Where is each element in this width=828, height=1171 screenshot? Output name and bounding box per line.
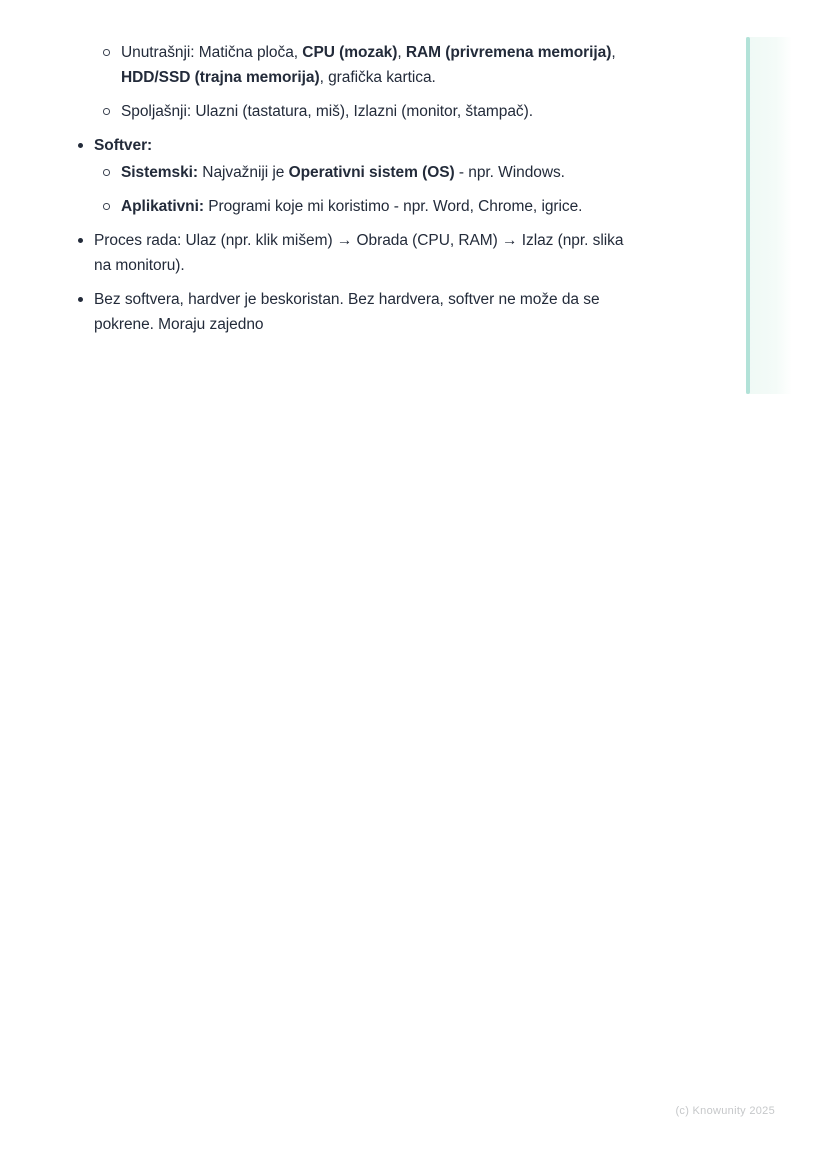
list-item-text — [121, 40, 634, 90]
list-item-text — [94, 287, 634, 337]
list-item — [78, 228, 634, 278]
bold-text-segment: Operativni sistem (OS) — [288, 164, 455, 181]
bold-text-segment: HDD/SSD (trajna memorija) — [121, 69, 320, 86]
text-segment: , grafička kartica. — [319, 69, 436, 86]
list-item — [78, 194, 634, 219]
list-item — [78, 99, 634, 124]
text-segment: Unutrašnji: Matična ploča, — [121, 44, 303, 61]
text-segment: - npr. Windows. — [454, 164, 565, 181]
disc-bullet-icon — [78, 297, 83, 302]
text-segment: Programi koje mi koristimo - npr. Word, Chrome, igrice. — [203, 198, 583, 215]
circle-bullet-icon — [103, 169, 110, 176]
list-item — [78, 160, 634, 185]
bold-text-segment: Aplikativni: — [121, 198, 204, 215]
text-segment: Najvažniji je — [198, 164, 289, 181]
disc-bullet-icon — [78, 143, 83, 148]
circle-bullet-icon — [103, 49, 110, 56]
text-segment: , — [397, 44, 406, 61]
bold-text-segment: Softver: — [94, 137, 153, 154]
list-item-text — [121, 194, 634, 219]
list-item-text — [121, 160, 634, 185]
bold-text-segment: CPU (mozak) — [302, 44, 398, 61]
bold-text-segment: RAM (privremena memorija) — [405, 44, 612, 61]
text-segment: , — [611, 44, 616, 61]
list-item-text — [94, 228, 634, 278]
margin-highlight — [746, 37, 792, 394]
list-item — [78, 287, 634, 337]
list-item-text — [94, 133, 634, 158]
bold-text-segment: Sistemski: — [121, 164, 199, 181]
notes-list — [78, 40, 634, 346]
list-item — [78, 40, 634, 90]
text-segment: Bez softvera, hardver je beskoristan. Bez hardvera, softver ne može da se pokrene. Moraju zajedno — [94, 291, 600, 333]
text-segment: Proces rada: Ulaz (npr. klik mišem) → Obrada (CPU, RAM) → Izlaz (npr. slika na monitoru). — [94, 232, 624, 274]
disc-bullet-icon — [78, 238, 83, 243]
highlight-line-icon — [746, 37, 750, 394]
circle-bullet-icon — [103, 203, 110, 210]
list-item — [78, 133, 634, 158]
circle-bullet-icon — [103, 108, 110, 115]
copyright-footer: (c) Knowunity 2025 — [675, 1105, 775, 1117]
text-segment: Spoljašnji: Ulazni (tastatura, miš), Izlazni (monitor, štampač). — [121, 103, 533, 120]
list-item-text — [121, 99, 634, 124]
